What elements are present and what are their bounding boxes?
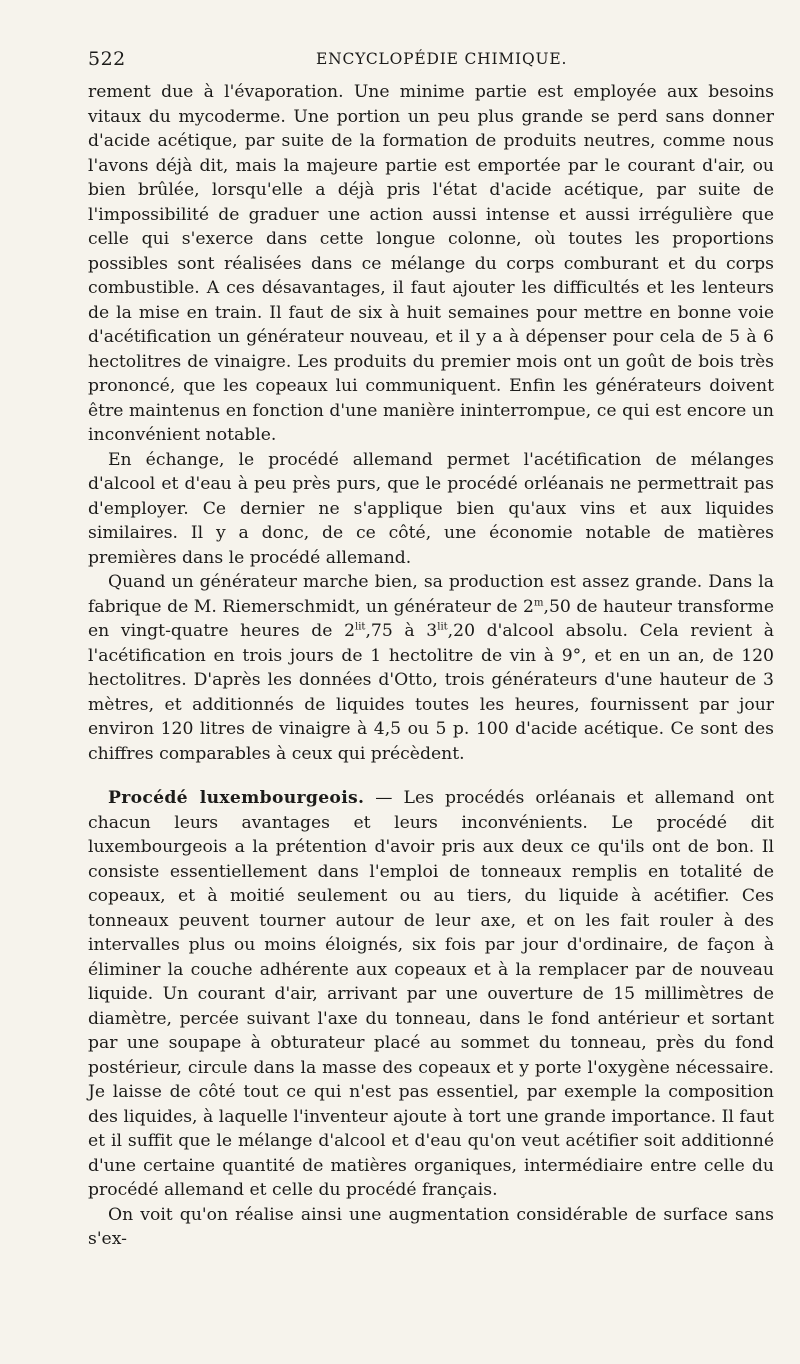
- unit-superscript: lit: [437, 621, 448, 633]
- body-text: [88, 80, 774, 1252]
- section-title: Procédé luxembourgeois.: [108, 788, 365, 808]
- unit-superscript: m: [534, 596, 544, 608]
- unit-superscript: lit: [355, 621, 366, 633]
- paragraph-3-text-3: ,75 à 3: [365, 621, 438, 641]
- last-line: On voit qu'on réalise ainsi une augmentation considérable de surface sans s'ex-: [88, 1204, 774, 1249]
- paragraph-1: rement due à l'évaporation. Une minime partie est employée aux besoins vitaux du mycoderme. Une portion un peu plus grande se perd sans donner d'acide acétique, par suite de la formation de produits neutres, comme nous l'avons déjà dit, mais la majeure partie est emportée par le courant d'air, ou bien brûlée, lorsqu'elle a déjà pris l'état d'acide acétique, par suite de l'impossibilité de graduer une action aussi intense et aussi irrégulière que celle qui s'exerce dans cette longue colonne, où toutes les proportions possibles sont réalisées dans ce mélange du corps comburant et du corps combustible. A ces désavantages, il faut ajouter les difficultés et les lenteurs de la mise en train. Il faut de six à huit semaines pour mettre en bonne voie d'acétification un générateur nouveau, et il y a à dépenser pour cela de 5 à 6 hectolitres de vinaigre. Les produits du premier mois ont un goût de bois très prononcé, que les copeaux lui communiquent. Enfin les générateurs doivent être maintenus en fonction d'une manière ininterrompue, ce qui est encore un inconvénient notable.: [88, 82, 774, 445]
- running-head: [88, 44, 774, 80]
- paragraph-2: En échange, le procédé allemand permet l'acétification de mélanges d'alcool et d'eau à peu près purs, que le procédé orléanais ne permettrait pas d'employer. Ce dernier ne s'applique bien qu'aux vins et aux liquides similaires. Il y a donc, de ce côté, une économie notable de matières premières dans le procédé allemand.: [88, 449, 774, 568]
- section-paragraph: [88, 786, 774, 1203]
- running-title: ENCYCLOPÉDIE CHIMIQUE.: [316, 50, 568, 68]
- paragraph-3-text-4: ,20 d'alcool absolu. Cela revient à l'acétification en trois jours de 1 hectolitre de vin à 9°, et en un an, de 120 hectolitres. D'après les données d'Otto, trois générateurs d'une hauteur de 3 mètres, et additionnés de liquides toutes les heures, fournissent par jour environ 120 litres de vinaigre à 4,5 ou 5 p. 100 d'acide acétique. Ce sont des chiffres comparables à ceux qui précèdent.: [88, 621, 774, 764]
- section-text: — Les procédés orléanais et allemand ont chacun leurs avantages et leurs inconvénients. Le procédé dit luxembourgeois a la prétention d'avoir pris aux deux ce qu'ils ont de bon. Il consiste essentiellement dans l'emploi de tonneaux remplis en totalité de copeaux, et à moitié seulement ou au tiers, du liquide à acétifier. Ces tonneaux peuvent tourner autour de leur axe, et on les fait rouler à des intervalles plus ou moins éloignés, six fois par jour d'ordinaire, de façon à éliminer la couche adhérente aux copeaux et à la remplacer par de nouveau liquide. Un courant d'air, arrivant par une ouverture de 15 millimètres de diamètre, percée suivant l'axe du tonneau, dans le fond antérieur et sortant par une soupape à obturateur placé au sommet du tonneau, près du fond postérieur, circule dans la masse des copeaux et y porte l'oxygène nécessaire. Je laisse de côté tout ce qui n'est pas essentiel, par exemple la composition des liquides, à laquelle l'inventeur ajoute à tort une grande importance. Il faut et il suffit que le mélange d'alcool et d'eau qu'on veut acétifier soit additionné d'une certaine quantité de matières organiques, intermédiaire entre celle du procédé allemand et celle du procédé français.: [88, 788, 774, 1200]
- paragraph-3-text-2: ,50 de hauteur transforme en vingt-quatre heures de 2: [88, 596, 774, 641]
- page-number: 522: [88, 48, 126, 70]
- paragraph-3: [88, 570, 774, 766]
- paragraph-3-text-1: Quand un générateur marche bien, sa production est assez grande. Dans la fabrique de M. Riemerschmidt, un générateur de 2: [88, 572, 774, 617]
